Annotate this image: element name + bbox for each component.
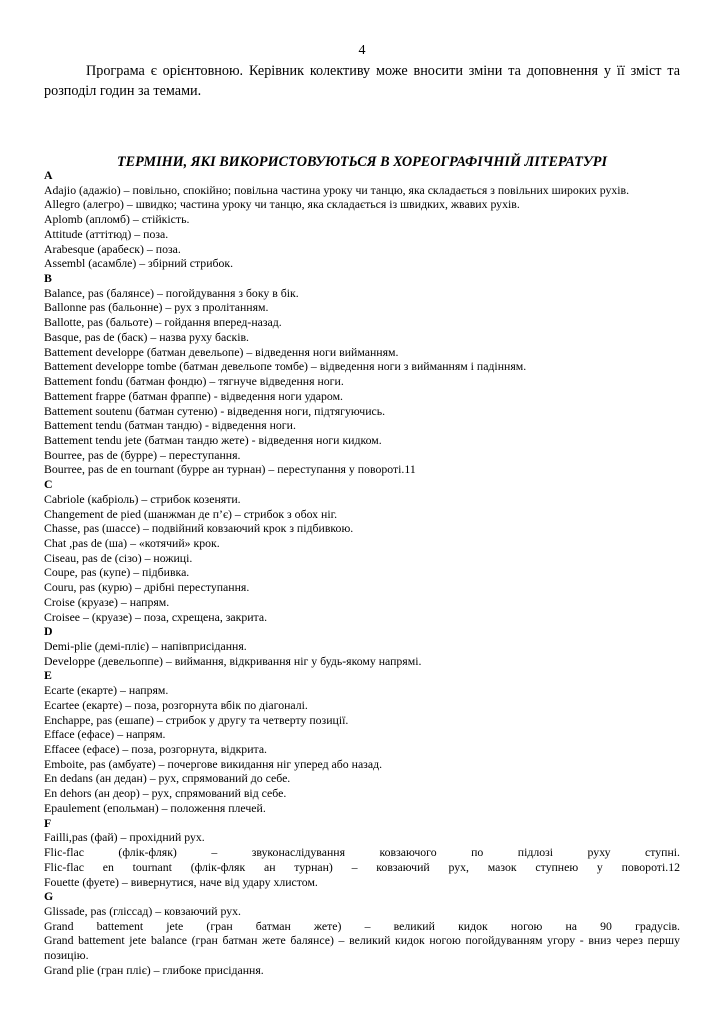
term-ciseau: Ciseau, pas de (сізо) – ножиці. [44, 550, 193, 565]
section-letter-f: F [44, 815, 52, 830]
term-bourree: Bourree, pas de (бурре) – переступання. [44, 447, 241, 462]
term-croise: Croise (круазе) – напрям. [44, 594, 170, 609]
term-failli: Failli,pas (фай) – прохідний рух. [44, 830, 205, 845]
section-letter-a: А [44, 168, 53, 182]
page-number: 4 [358, 43, 366, 58]
term-developpe: Developpe (девельоппе) – виймання, відкривання ніг у будь-якому напрямі. [44, 653, 422, 668]
term-chat: Chat ,pas de (ша) – «котячий» крок. [44, 535, 220, 550]
term-ecarte: Ecarte (екарте) – напрям. [44, 683, 169, 698]
term-enchappe: Enchappe, pas (ешапе) – стрибок у другу та четверту позиції. [44, 712, 349, 727]
term-ballotte: Ballotte, pas (бальоте) – гойдання вперед-назад. [44, 315, 282, 330]
term-grand-battement-jete-balance: Grand battement jete balance (гран батман жете балянсе) – великий кидок ногою погойдуванням угору - вниз через першу позицію. [44, 933, 680, 963]
term-efface: Efface (ефасе) – напрям. [44, 727, 166, 742]
term-coupe: Coupe, pas (купе) – підбивка. [44, 565, 190, 580]
term-attitude: Attitude (аттітюд) – поза. [44, 226, 169, 241]
section-letter-c: С [44, 477, 53, 492]
term-flic-flac: Flic-flac (флік-фляк) – звуконаслідування ковзаючого по підлозі руху ступні. [44, 845, 680, 860]
term-couru: Couru, pas (курю) – дрібні переступання. [44, 580, 250, 595]
term-allegro: Allegro (алегро) – швидко; частина уроку чи танцю, яка складається із швидких, жвавих рухів. [44, 197, 520, 212]
term-fouette: Fouette (фуете) – вивернутися, наче від удару хлистом. [44, 874, 318, 889]
term-assembl: Assembl (асамбле) – збірний стрибок. [44, 256, 234, 271]
section-letter-g: G [44, 889, 54, 904]
section-letter-b: В [44, 271, 52, 286]
term-battement-developpe: Battement developpe (батман девельопе) – відведення ноги вийманням. [44, 344, 399, 359]
term-epaulement: Epaulement (епольман) – положення плечей. [44, 800, 266, 815]
term-battement-soutenu: Battement soutenu (батман сутеню) - відведення ноги, підтягуючись. [44, 403, 386, 418]
term-en-dehors: En dehors (ан деор) – рух, спрямований від себе. [44, 786, 287, 801]
term-croisee: Croisee – (круазе) – поза, схрещена, закрита. [44, 609, 268, 624]
glossary [44, 168, 680, 978]
term-cabriole: Cabriole (кабріоль) – стрибок козеняти. [44, 491, 241, 506]
term-battement-fondu: Battement fondu (батман фондю) – тягнуче відведення ноги. [44, 374, 344, 389]
term-ballonne: Ballonne pas (бальонне) – рух з пролітанням. [44, 300, 269, 315]
term-effacee: Effacee (ефасе) – поза, розгорнута, відкрита. [44, 742, 268, 757]
section-letter-e: Е [44, 668, 52, 683]
term-aplomb: Aplomb (апломб) – стійкість. [44, 212, 190, 227]
term-adajio: Adajio (адажіо) – повільно, спокійно; повільна частина уроку чи танцю, яка складається з повільних широких рухів. [44, 182, 630, 197]
term-glissade: Glissade, pas (гліссад) – ковзаючий рух. [44, 903, 241, 918]
term-en-dedans: En dedans (ан дедан) – рух, спрямований до себе. [44, 771, 291, 786]
term-emboite: Emboite, pas (амбуате) – почергове викидання ніг уперед або назад. [44, 756, 383, 771]
term-chasse: Chasse, pas (шассе) – подвійний ковзаючий крок з підбивкою. [44, 521, 354, 536]
term-grand-plie: Grand plie (гран пліє) – глибоке присідання. [44, 962, 264, 977]
term-flic-flac-en-tournant: Flic-flac en tournant (флік-фляк ан турнан) – ковзаючий рух, мазок ступнею у повороті.12 [44, 859, 680, 874]
term-battement-frappe: Battement frappe (батман фраппе) - відведення ноги ударом. [44, 388, 344, 403]
term-battement-tendu-jete: Battement tendu jete (батман тандю жете) - відведення ноги кидком. [44, 432, 382, 447]
glossary-heading: ТЕРМІНИ, ЯКІ ВИКОРИСТОВУЮТЬСЯ В ХОРЕОГРАФІЧНІЙ ЛІТЕРАТУРІ [117, 154, 607, 170]
term-changement-de-pied: Changement de pied (шанжман де п’є) – стрибок з обох ніг. [44, 506, 338, 521]
term-basque: Basque, pas de (баск) – назва руху басків. [44, 329, 249, 344]
section-letter-d: D [44, 624, 53, 639]
term-battement-tendu: Battement tendu (батман тандю) - відведення ноги. [44, 418, 296, 433]
term-arabesque: Arabesque (арабеск) – поза. [44, 241, 181, 256]
term-demi-plie: Demi-plie (демі-пліє) – напівприсідання. [44, 639, 247, 653]
term-battement-developpe-tombe: Battement developpe tombe (батман девельопе томбе) – відведення ноги з вийманням і падінням. [44, 359, 527, 374]
term-bourree-en-tournant: Bourree, pas de en tournant (бурре ан турнан) – переступання у повороті.11 [44, 462, 416, 477]
intro-paragraph: Програма є орієнтовною. Керівник колективу може вносити зміни та доповнення у її зміст та розподіл годин за темами. [44, 63, 680, 99]
term-ecartee: Ecartee (екарте) – поза, розгорнута вбік по діагоналі. [44, 697, 308, 712]
term-grand-battement-jete: Grand battement jete (гран батман жете) – великий кидок ногою на 90 градусів. [44, 918, 680, 933]
term-balance: Balance, pas (балянсе) – погойдування з боку в бік. [44, 285, 299, 300]
